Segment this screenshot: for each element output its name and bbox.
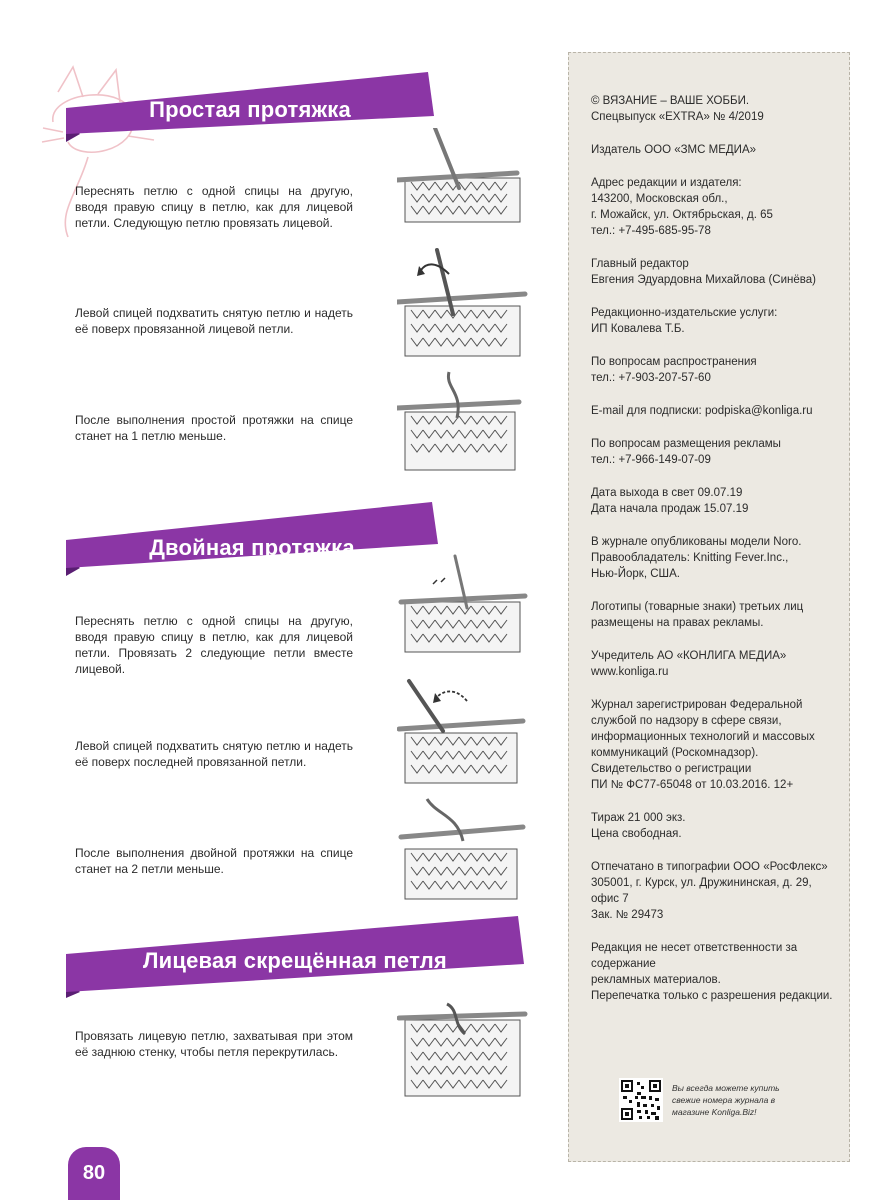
imprint-line: По вопросам распространения [591, 356, 757, 368]
imprint-paragraph [591, 485, 841, 517]
imprint-paragraph [591, 859, 841, 923]
imprint-line: Свидетельство о регистрации [591, 763, 752, 775]
section-title: Двойная протяжка [149, 535, 355, 560]
step-text: Переснять петлю с одной спицы на другую, вводя правую спицу в петлю, как для лицевой петли. Следующую петлю провязать лицевой. [75, 184, 353, 230]
qr-code-icon [619, 1078, 663, 1122]
imprint-paragraph [591, 648, 841, 680]
imprint-paragraph [591, 940, 841, 1004]
imprint-text [591, 93, 841, 1021]
imprint-line: Цена свободная. [591, 828, 682, 840]
imprint-line: ИП Ковалева Т.Б. [591, 323, 685, 335]
section-banner [66, 500, 438, 576]
knitting-illustration [397, 1000, 532, 1100]
imprint-paragraph [591, 305, 841, 337]
imprint-paragraph [591, 256, 841, 288]
imprint-paragraph [591, 599, 841, 631]
imprint-panel [568, 52, 850, 1162]
imprint-line: © ВЯЗАНИЕ – ВАШЕ ХОББИ. [591, 95, 750, 107]
imprint-line: Отпечатано в типографии ООО «РосФлекс» [591, 861, 828, 873]
imprint-paragraph [591, 697, 841, 793]
knitting-illustration [397, 368, 532, 476]
imprint-paragraph [591, 354, 841, 386]
imprint-line: Тираж 21 000 экз. [591, 812, 686, 824]
imprint-line: информационных технологий и массовых [591, 731, 815, 743]
imprint-paragraph [591, 810, 841, 842]
step-text: Левой спицей подхватить снятую петлю и надеть её поверх последней провязанной петли. [75, 739, 353, 769]
imprint-line: Издатель ООО «ЗМС МЕДИА» [591, 144, 757, 156]
imprint-line: тел.: +7-495-685-95-78 [591, 225, 711, 237]
imprint-line: г. Можайск, ул. Октябрьская, д. 65 [591, 209, 773, 221]
imprint-line: Дата выхода в свет 09.07.19 [591, 487, 743, 499]
knitting-illustration [397, 795, 532, 905]
imprint-line: Евгения Эдуардовна Михайлова (Синёва) [591, 274, 816, 286]
knitting-illustration [397, 675, 532, 787]
knitting-illustration [397, 550, 532, 658]
imprint-line: содержание [591, 958, 656, 970]
imprint-line: офис 7 [591, 893, 629, 905]
qr-caption: Вы всегда можете купить свежие номера журнала в магазине Konliga.Biz! [672, 1083, 780, 1117]
imprint-line: Зак. № 29473 [591, 909, 664, 921]
knitting-illustration [397, 244, 532, 362]
imprint-paragraph [591, 93, 841, 125]
step-text: После выполнения двойной протяжки на спице станет на 2 петли меньше. [75, 846, 353, 876]
imprint-line: В журнале опубликованы модели Noro. [591, 536, 802, 548]
imprint-paragraph [591, 534, 841, 582]
imprint-line: Главный редактор [591, 258, 689, 270]
imprint-line: Нью-Йорк, США. [591, 568, 680, 580]
imprint-line: Редакция не несет ответственности за [591, 942, 798, 954]
imprint-line: Журнал зарегистрирован Федеральной [591, 699, 803, 711]
imprint-line: Спецвыпуск «EXTRA» № 4/2019 [591, 111, 764, 123]
imprint-line: тел.: +7-966-149-07-09 [591, 454, 711, 466]
step-text: Левой спицей подхватить снятую петлю и надеть её поверх провязанной лицевой петли. [75, 306, 353, 336]
imprint-line: Дата начала продаж 15.07.19 [591, 503, 749, 515]
step-text: После выполнения простой протяжки на спице станет на 1 петлю меньше. [75, 413, 353, 443]
step-text: Переснять петлю с одной спицы на другую, вводя правую спицу в петлю, как для лицевой петли. Провязать 2 следующие петли вместе лицевой. [75, 614, 353, 676]
section-banner [66, 72, 434, 142]
step-text: Провязать лицевую петлю, захватывая при этом её заднюю стенку, чтобы петля перекрутилась. [75, 1029, 353, 1059]
imprint-line: Редакционно-издательские услуги: [591, 307, 778, 319]
imprint-paragraph [591, 175, 841, 239]
imprint-line: коммуникаций (Роскомнадзор). [591, 747, 759, 759]
imprint-line: Перепечатка только с разрешения редакции. [591, 990, 833, 1002]
page-number: 80 [68, 1147, 120, 1200]
section-banner [66, 914, 524, 998]
imprint-line: E-mail для подписки: podpiska@konliga.ru [591, 405, 813, 417]
imprint-paragraph [591, 403, 841, 419]
imprint-line: ПИ № ФС77-65048 от 10.03.2016. 12+ [591, 779, 794, 791]
imprint-line: размещены на правах рекламы. [591, 617, 764, 629]
imprint-paragraph [591, 142, 841, 158]
section-title: Лицевая скрещённая петля [143, 948, 447, 973]
imprint-line: тел.: +7-903-207-57-60 [591, 372, 711, 384]
imprint-paragraph [591, 436, 841, 468]
imprint-line: службой по надзору в сфере связи, [591, 715, 782, 727]
imprint-line: 143200, Московская обл., [591, 193, 728, 205]
imprint-line: Правообладатель: Knitting Fever.Inc., [591, 552, 789, 564]
section-title: Простая протяжка [149, 97, 351, 122]
imprint-line: рекламных материалов. [591, 974, 721, 986]
imprint-line: По вопросам размещения рекламы [591, 438, 781, 450]
knitting-illustration [397, 128, 532, 228]
imprint-line: 305001, г. Курск, ул. Дружининская, д. 29, [591, 877, 812, 889]
imprint-line: Учредитель АО «КОНЛИГА МЕДИА» [591, 650, 787, 662]
imprint-line: Логотипы (товарные знаки) третьих лиц [591, 601, 804, 613]
imprint-line: Адрес редакции и издателя: [591, 177, 742, 189]
imprint-line: www.konliga.ru [591, 666, 669, 678]
